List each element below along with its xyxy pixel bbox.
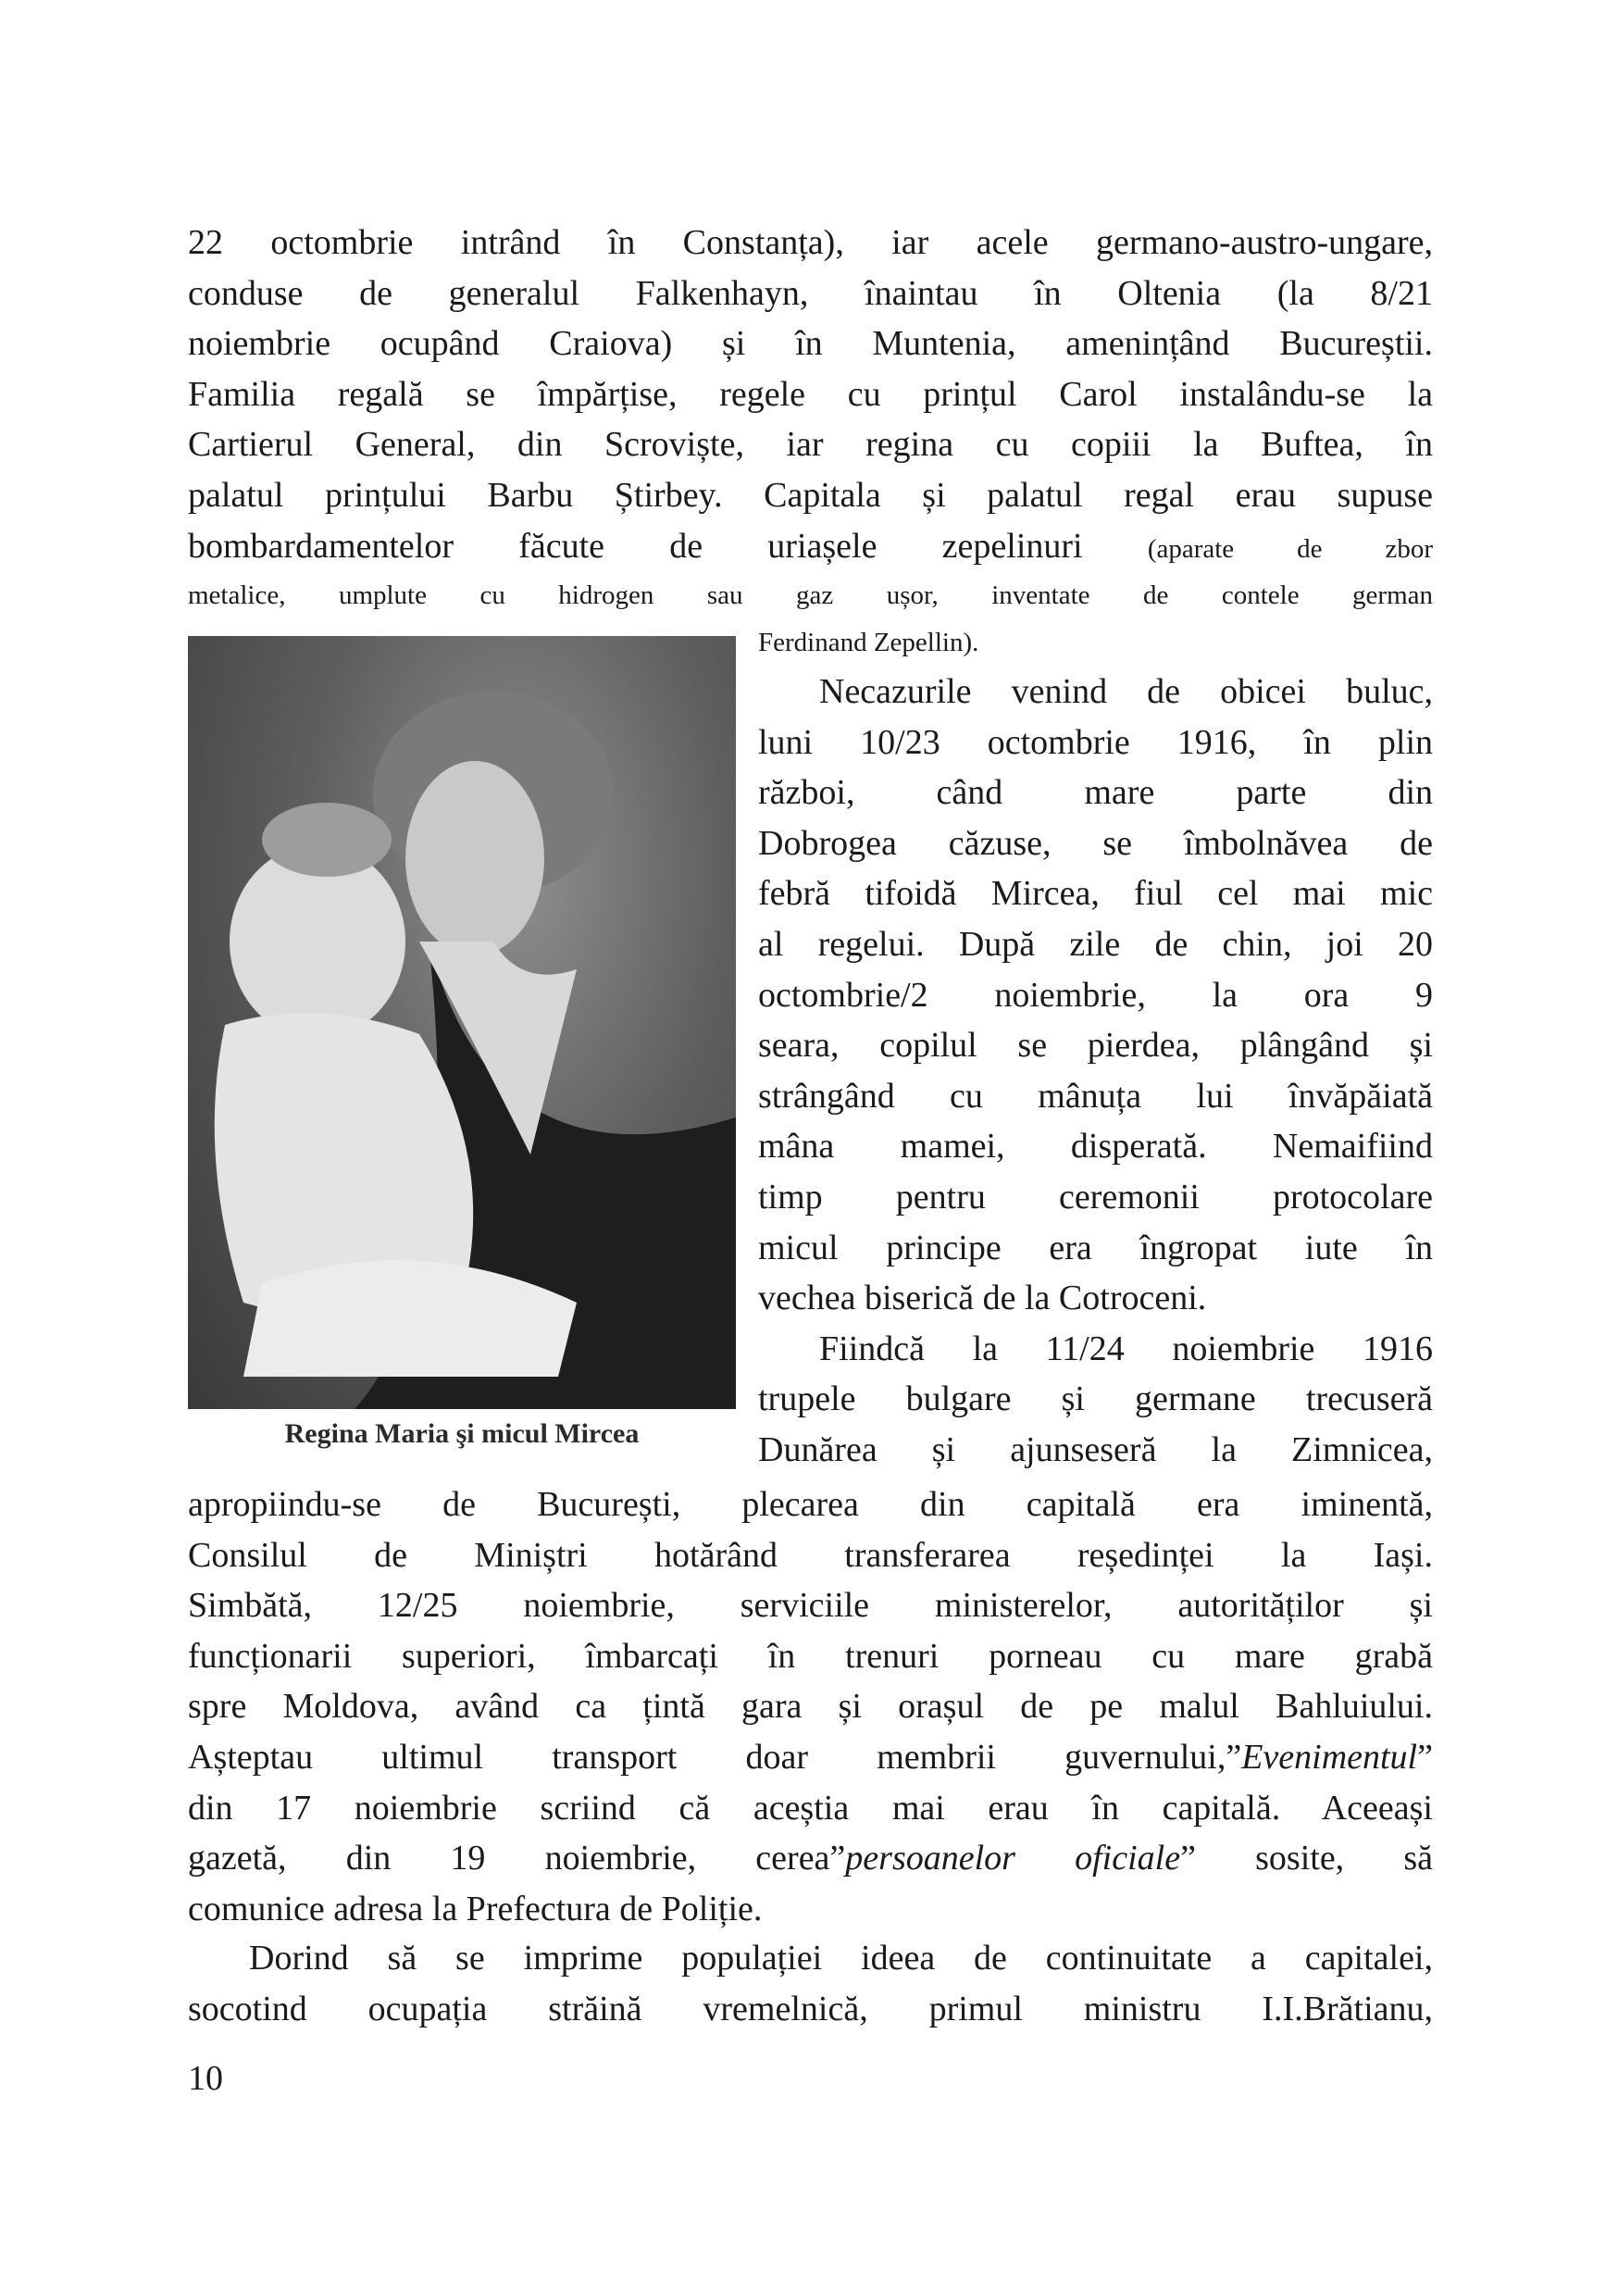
footnote-line: metalice, umplute cu hidrogen sau gaz ușor, inventate de contele german [188, 580, 1433, 610]
text-line [188, 521, 1433, 572]
text-line: al regelui. După zile de chin, joi 20 [758, 924, 1433, 964]
text-line: 22 octombrie intrând în Constanța), iar acele germano-austro-ungare, [188, 223, 1433, 262]
text-line [188, 1833, 1433, 1884]
newspaper-title: Evenimentul [1241, 1737, 1418, 1777]
text-line: mâna mamei, disperată. Nemaifiind [758, 1127, 1433, 1167]
text-line: din 17 noiembrie scriind că aceștia mai erau în capitală. Aceeași [188, 1788, 1433, 1828]
footnote-block-end [758, 619, 1433, 667]
text-segment: Așteptau ultimul transport doar membrii guvernului,” [188, 1737, 1242, 1777]
text-line: Consilul de Miniștri hotărând transferarea reședinței la Iași. [188, 1535, 1433, 1575]
text-line: funcționarii superiori, îmbarcați în trenuri porneau cu mare grabă [188, 1636, 1433, 1676]
text-segment: ” sosite, să [1180, 1839, 1434, 1878]
text-line: război, când mare parte din [758, 773, 1433, 813]
paragraph-final [188, 1933, 1433, 2034]
text-line: socotind ocupația străină vremelnică, primul ministru I.I.Brătianu, [188, 1989, 1433, 2028]
text-line: noiembrie ocupând Craiova) și în Muntenia, amenințând Bucureștii. [188, 324, 1433, 364]
text-line: trupele bulgare și germane trecuseră [758, 1379, 1433, 1419]
text-segment: ” [1417, 1737, 1433, 1777]
text-line: palatul prințului Barbu Știrbey. Capitala și palatul regal erau supuse [188, 475, 1433, 515]
paragraph-right-column [758, 667, 1433, 1476]
text-segment: gazetă, din 19 noiembrie, cerea” [188, 1839, 846, 1878]
text-line: seara, copilul se pierdea, plângând și [758, 1026, 1433, 1066]
text-line: Dorind să se imprime populației ideea de continuitate a capitalei, [249, 1939, 1433, 1978]
text-line: comunice adresa la Prefectura de Poliție. [188, 1889, 763, 1928]
italic-quote: persoanelor oficiale [845, 1839, 1181, 1878]
text-line: Fiindcă la 11/24 noiembrie 1916 [819, 1329, 1433, 1368]
text-line: Familia regală se împărțise, regele cu prințul Carol instalându-se la [188, 374, 1433, 414]
text-segment: bombardamentelor făcute de uriașele zepelinuri [188, 526, 1148, 566]
text-line: Dunărea și ajunseseră la Zimnicea, [758, 1429, 1433, 1469]
text-line: vechea biserică de la Cotroceni. [758, 1279, 1207, 1318]
text-line: micul principe era îngropat iute în [758, 1228, 1433, 1267]
text-line: spre Moldova, având ca țintă gara și orașul de pe malul Bahluiului. [188, 1687, 1433, 1727]
text-line: luni 10/23 octombrie 1916, în plin [758, 722, 1433, 762]
paragraph-top [188, 218, 1433, 571]
text-line: octombrie/2 noiembrie, la ora 9 [758, 975, 1433, 1015]
text-line: febră tifoidă Mircea, fiul cel mai mic [758, 874, 1433, 914]
text-line: conduse de generalul Falkenhayn, înaintau în Oltenia (la 8/21 [188, 273, 1433, 313]
text-line: Cartierul General, din Scroviște, iar regina cu copiii la Buftea, în [188, 425, 1433, 465]
photo-queen-maria-and-mircea [188, 636, 736, 1409]
text-line: apropiindu-se de București, plecarea din capitală era iminentă, [188, 1485, 1433, 1524]
footnote-block [188, 572, 1433, 619]
text-line: timp pentru ceremonii protocolare [758, 1177, 1433, 1217]
footnote-line: Ferdinand Zepellin). [758, 628, 979, 657]
paragraph-bottom [188, 1479, 1433, 1934]
text-line: strângând cu mânuța lui învăpăiată [758, 1076, 1433, 1116]
text-line [188, 1732, 1433, 1783]
text-line: Dobrogea căzuse, se îmbolnăvea de [758, 823, 1433, 863]
text-line: Simbătă, 12/25 noiembrie, serviciile ministerelor, autorităților și [188, 1586, 1433, 1626]
text-line: Necazurile venind de obicei buluc, [819, 672, 1433, 711]
page-number: 10 [188, 2059, 223, 2098]
footnote-text: (aparate de zbor [1147, 533, 1433, 564]
photo-caption: Regina Maria şi micul Mircea [284, 1418, 640, 1449]
